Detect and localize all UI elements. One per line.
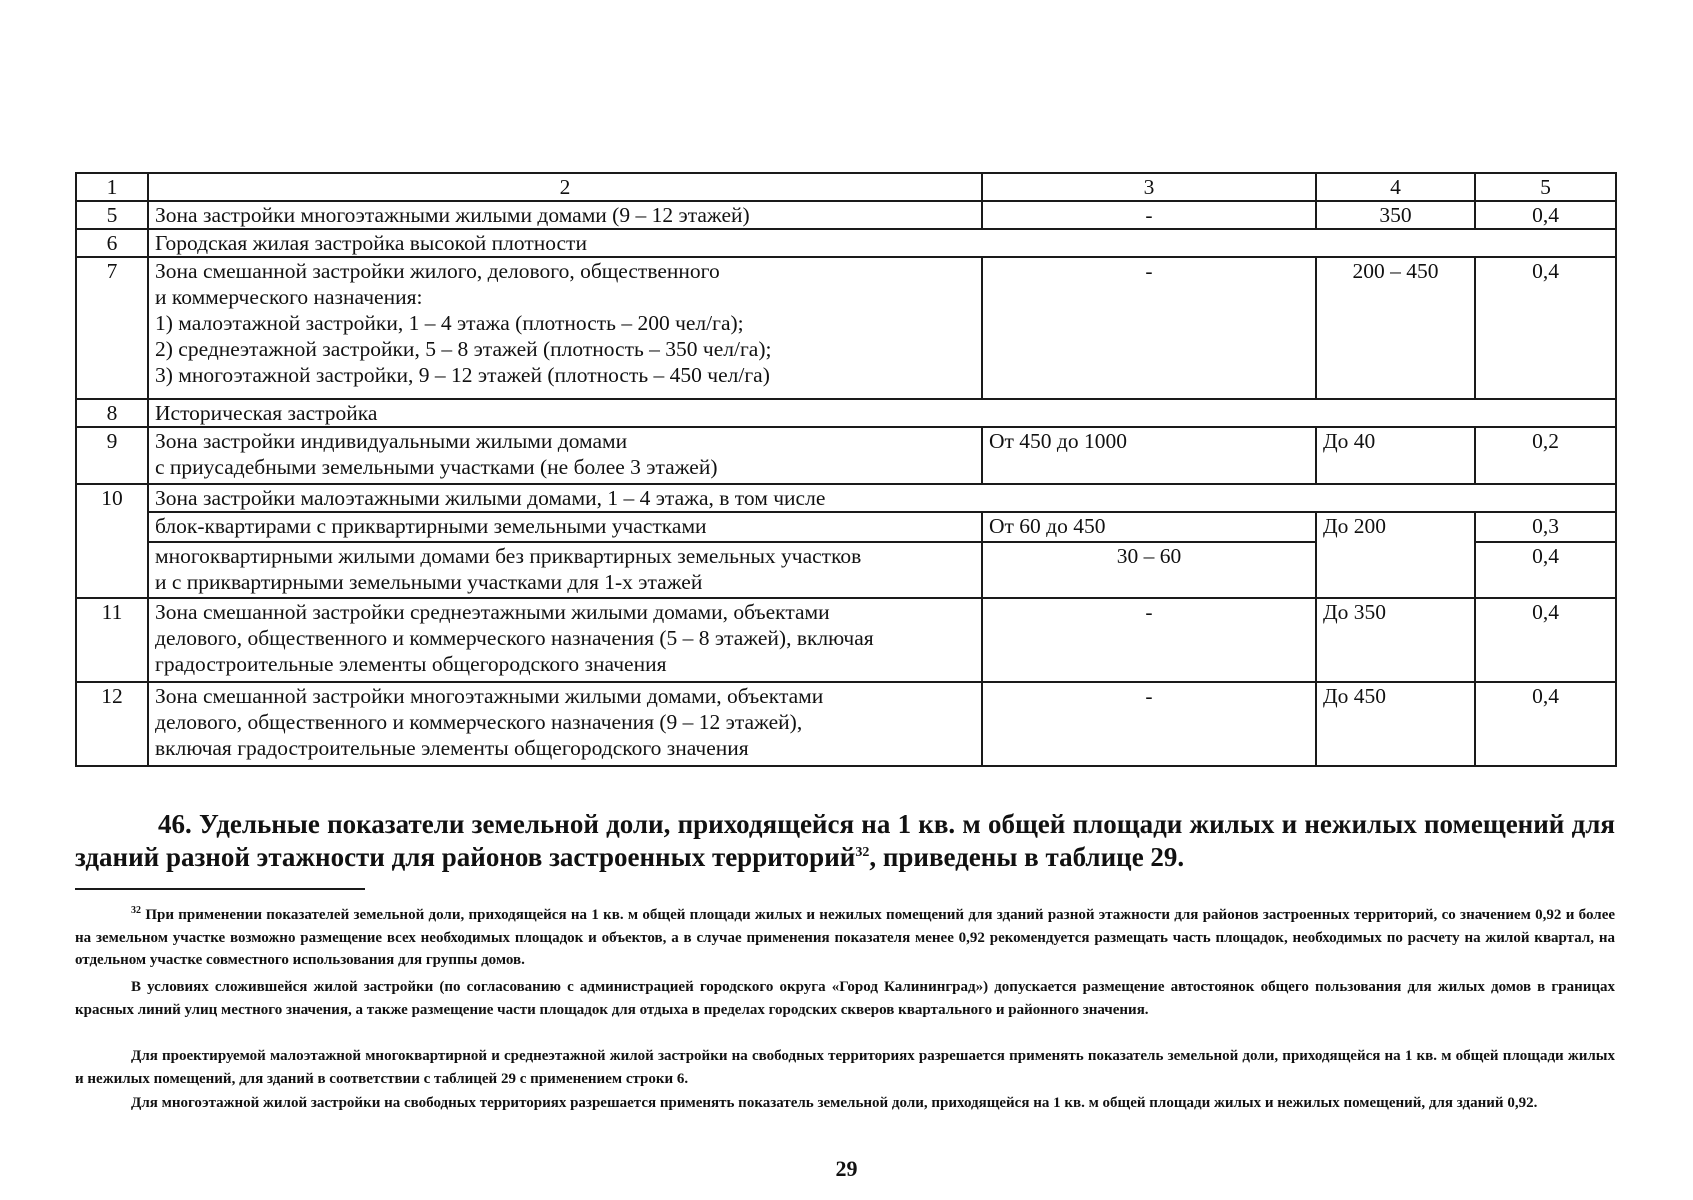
zone-name-line: и с приквартирными земельными участками для 1-х этажей	[155, 570, 703, 594]
zone-name-line: градостроительные элементы общегородского значения	[155, 652, 667, 676]
col5-value: 0,4	[1475, 257, 1616, 399]
col5-value: 0,4	[1475, 542, 1616, 598]
table-row	[76, 427, 1616, 484]
section-title: Городская жилая застройка высокой плотности	[148, 229, 1616, 257]
zone-name-line: Зона смешанной застройки многоэтажными жилыми домами, объектами	[155, 684, 824, 708]
col4-value: До 40	[1316, 427, 1475, 484]
zone-subtype: блок-квартирами с приквартирными земельными участками	[148, 512, 982, 542]
col3-value: От 60 до 450	[982, 512, 1316, 542]
paragraph-text: 46. Удельные показатели земельной доли, приходящейся на 1 кв. м общей площади жилых и нежилых помещений для зданий разной этажности для районов застроенных территорий	[75, 809, 1615, 872]
table-row	[76, 484, 1616, 512]
page-number: 29	[835, 1156, 858, 1181]
zone-name	[148, 682, 982, 766]
footnote-paragraph	[75, 1045, 1615, 1090]
zoning-table	[75, 172, 1617, 767]
header-cell-3: 3	[982, 173, 1316, 201]
footnote-paragraph	[75, 1092, 1615, 1115]
footnote-marker: 32	[131, 905, 141, 916]
zone-name	[148, 427, 982, 484]
header-cell-4: 4	[1316, 173, 1475, 201]
row-number: 9	[76, 427, 148, 484]
footnote-divider	[75, 888, 365, 890]
table-row	[76, 257, 1616, 399]
zone-name-line: включая градостроительные элементы общегородского значения	[155, 736, 749, 760]
zone-name-line: многоквартирными жилыми домами без приквартирных земельных участков	[155, 544, 862, 568]
table-row	[76, 512, 1616, 542]
zone-name-line: делового, общественного и коммерческого назначения (9 – 12 этажей),	[155, 710, 803, 734]
col4-value: До 200	[1316, 512, 1475, 598]
row-number: 7	[76, 257, 148, 399]
header-cell-2: 2	[148, 173, 982, 201]
paragraph-46	[75, 808, 1615, 874]
zone-name: Зона застройки многоэтажными жилыми домами (9 – 12 этажей)	[148, 201, 982, 229]
footnote-paragraph	[75, 904, 1615, 972]
table-row	[76, 399, 1616, 427]
table-row	[76, 682, 1616, 766]
zone-subtype	[148, 542, 982, 598]
col4-value: До 350	[1316, 598, 1475, 682]
section-title: Историческая застройка	[148, 399, 1616, 427]
header-cell-5: 5	[1475, 173, 1616, 201]
row-number: 6	[76, 229, 148, 257]
col4-value: До 450	[1316, 682, 1475, 766]
col5-value: 0,4	[1475, 201, 1616, 229]
zone-name	[148, 257, 982, 399]
col3-value: -	[982, 201, 1316, 229]
col5-value: 0,3	[1475, 512, 1616, 542]
zone-name-line: и коммерческого назначения:	[155, 285, 423, 309]
footnote-text: При применении показателей земельной доли, приходящейся на 1 кв. м общей площади жилых и нежилых помещений для зданий разной этажности для районов застроенных территорий, со значением 0,92 и более на земельном участке возможно размещение всех необходимых площадок и объектов, а в случае применения показателя менее 0,92 рекомендуется размещать часть площадок, необходимых по расчету на жилой квартал, на отдельном участке совместного использования для группы домов.	[75, 907, 1616, 968]
zone-name-line: 2) среднеэтажной застройки, 5 – 8 этажей (плотность – 350 чел/га);	[155, 337, 772, 361]
zone-name-line: с приусадебными земельными участками (не более 3 этажей)	[155, 455, 718, 479]
table-header-row	[76, 173, 1616, 201]
paragraph-text-end: , приведены в таблице 29.	[869, 842, 1185, 872]
zone-name-line: Зона смешанной застройки среднеэтажными жилыми домами, объектами	[155, 600, 830, 624]
footnote-text: Для проектируемой малоэтажной многоквартирной и среднеэтажной жилой застройки на свободных территориях разрешается применять показатель земельной доли, приходящейся на 1 кв. м общей площади жилых и нежилых помещений, для зданий в соответствии с таблицей 29 с применением строки 6.	[75, 1048, 1615, 1087]
zone-name-line: 3) многоэтажной застройки, 9 – 12 этажей (плотность – 450 чел/га)	[155, 363, 770, 387]
header-cell-1: 1	[76, 173, 148, 201]
zone-name-line: Зона застройки индивидуальными жилыми домами	[155, 429, 628, 453]
col3-value: -	[982, 257, 1316, 399]
col5-value: 0,4	[1475, 682, 1616, 766]
section-title: Зона застройки малоэтажными жилыми домами, 1 – 4 этажа, в том числе	[148, 484, 1616, 512]
col5-value: 0,4	[1475, 598, 1616, 682]
col4-value: 350	[1316, 201, 1475, 229]
table-row	[76, 598, 1616, 682]
col3-value: 30 – 60	[982, 542, 1316, 598]
row-number: 11	[76, 598, 148, 682]
footnote-reference: 32	[855, 845, 870, 860]
zone-name-line: Зона смешанной застройки жилого, делового, общественного	[155, 259, 720, 283]
zone-name	[148, 598, 982, 682]
col3-value: -	[982, 598, 1316, 682]
row-number: 5	[76, 201, 148, 229]
footnote-text: Для многоэтажной жилой застройки на свободных территориях разрешается применять показатель земельной доли, приходящейся на 1 кв. м общей площади жилых и нежилых помещений, для зданий 0,92.	[131, 1095, 1538, 1111]
zone-name-line: 1) малоэтажной застройки, 1 – 4 этажа (плотность – 200 чел/га);	[155, 311, 744, 335]
col3-value: От 450 до 1000	[982, 427, 1316, 484]
col5-value: 0,2	[1475, 427, 1616, 484]
row-number: 12	[76, 682, 148, 766]
footnote-text: В условиях сложившейся жилой застройки (по согласованию с администрацией городского округа «Город Калининград») допускается размещение автостоянок общего пользования для жилых домов в границах красных линий улиц местного значения, а также размещение части площадок для отдыха в пределах городских скверов квартального и районного значения.	[75, 979, 1615, 1018]
row-number: 10	[76, 484, 148, 598]
col3-value: -	[982, 682, 1316, 766]
table-row	[76, 229, 1616, 257]
col4-value: 200 – 450	[1316, 257, 1475, 399]
footnote-paragraph	[75, 976, 1615, 1021]
zone-name-line: делового, общественного и коммерческого назначения (5 – 8 этажей), включая	[155, 626, 874, 650]
row-number: 8	[76, 399, 148, 427]
table-row	[76, 201, 1616, 229]
